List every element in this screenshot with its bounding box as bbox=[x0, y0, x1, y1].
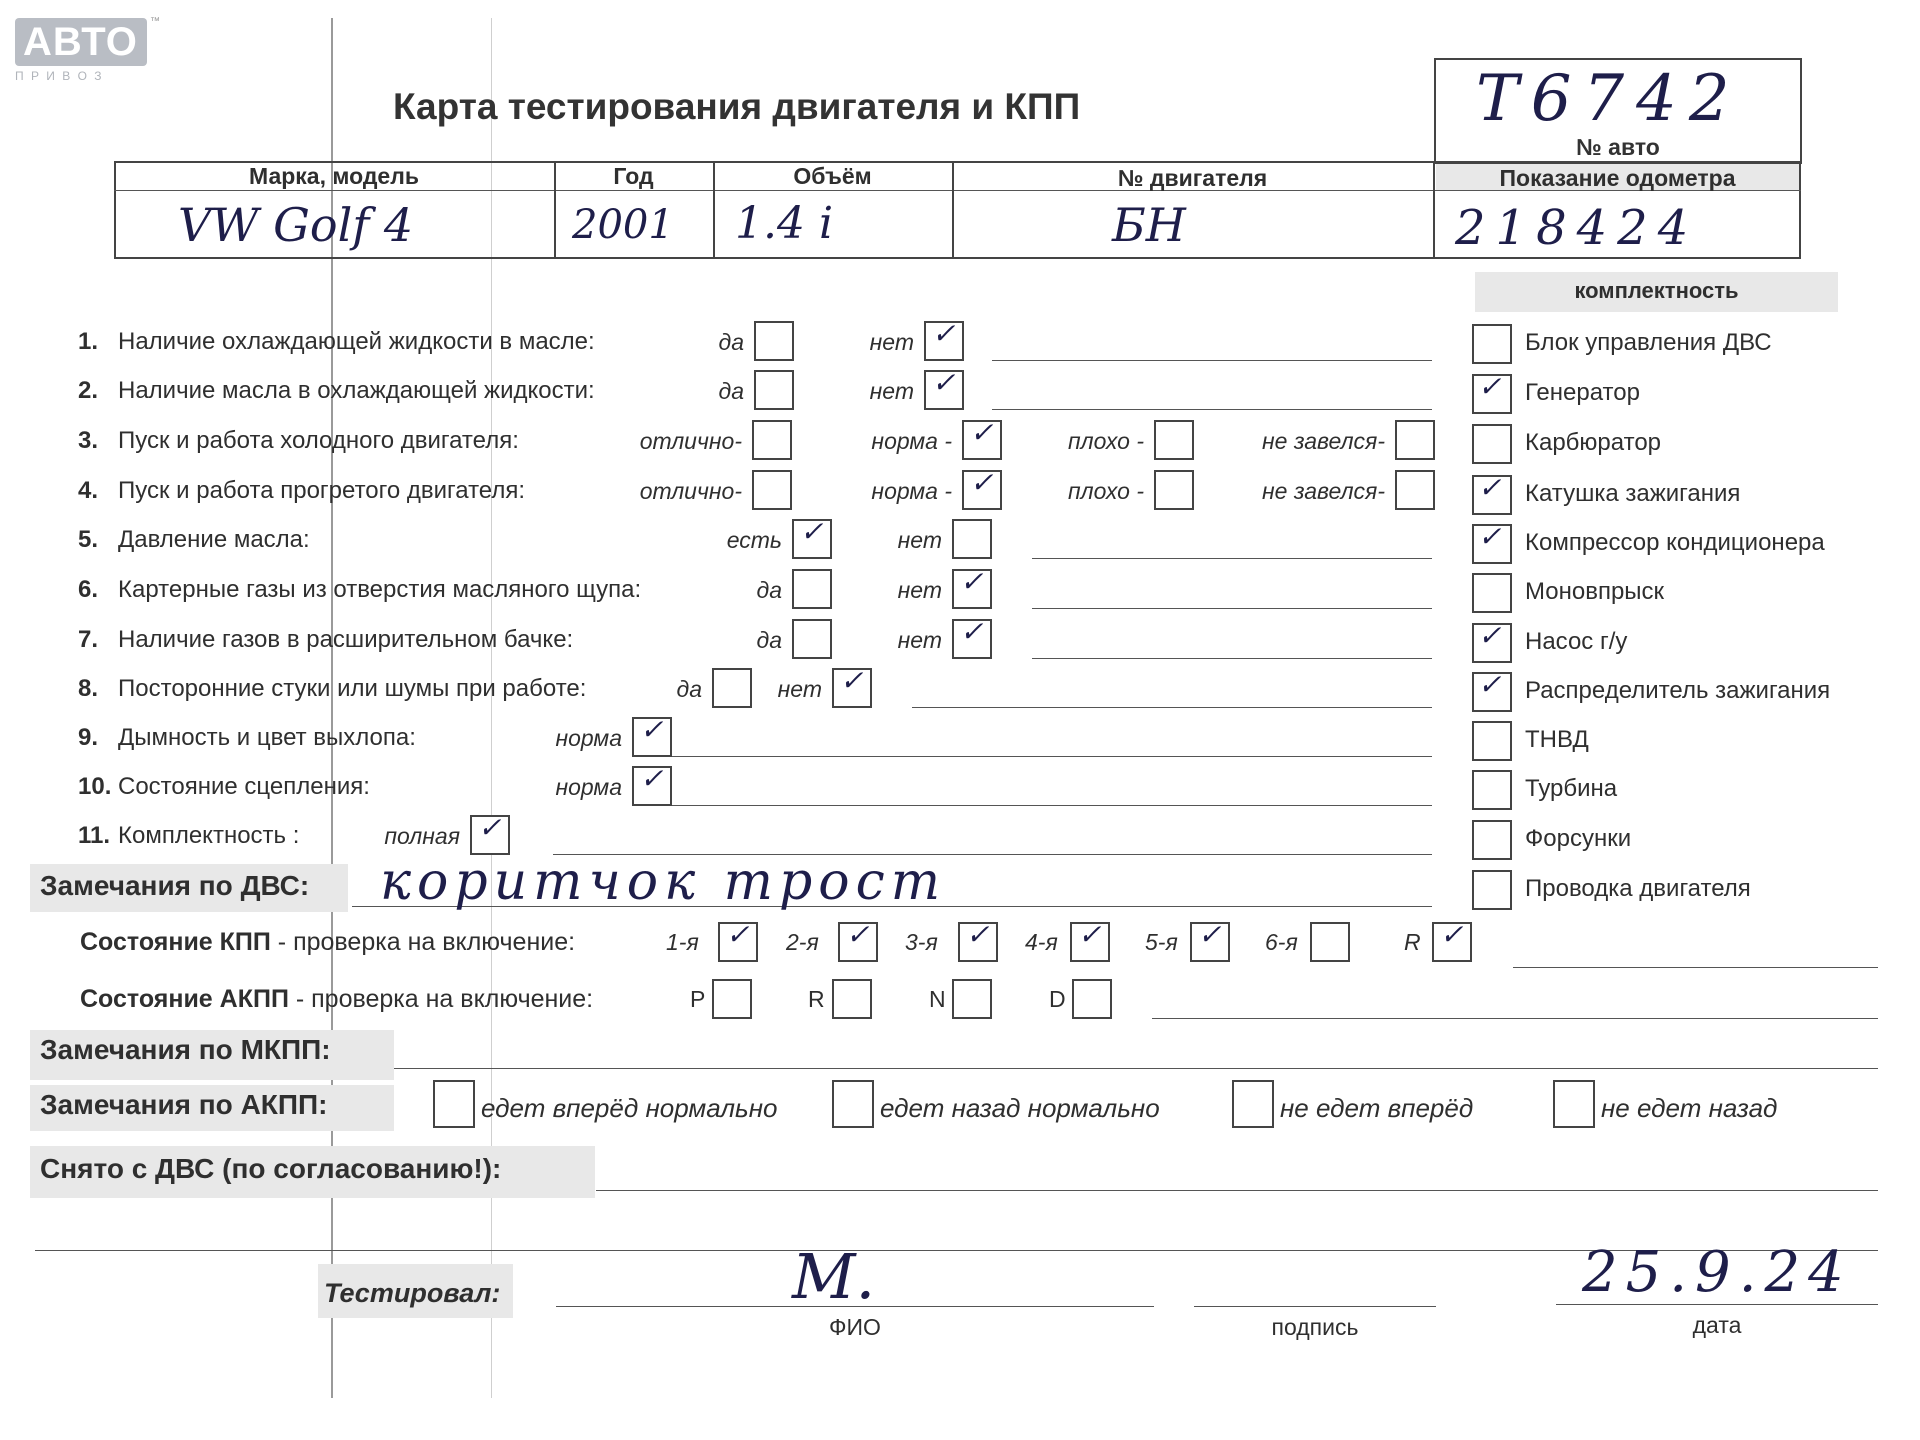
fio-label: ФИО bbox=[829, 1314, 881, 1340]
completeness-checkbox[interactable] bbox=[1472, 471, 1512, 515]
model-header: Марка, модель bbox=[249, 163, 419, 189]
question-number: 9. bbox=[78, 724, 99, 751]
option-label: плохо - bbox=[1068, 478, 1144, 504]
option-checkbox[interactable] bbox=[470, 811, 510, 855]
akpp-remark-label: едет назад нормально bbox=[880, 1093, 1160, 1123]
option-checkbox[interactable] bbox=[1154, 420, 1194, 460]
tested-by-label: Тестировал: bbox=[324, 1278, 501, 1308]
completeness-item-label: ТНВД bbox=[1525, 726, 1589, 753]
question-text: Состояние сцепления: bbox=[118, 773, 370, 800]
check-mark: ✓ bbox=[640, 713, 664, 746]
option-checkbox[interactable] bbox=[924, 317, 964, 361]
engine-number-value: БН bbox=[1112, 198, 1186, 252]
question-text: Посторонние стуки или шумы при работе: bbox=[118, 675, 587, 702]
akpp-label bbox=[80, 985, 593, 1014]
akpp-remark-checkbox[interactable] bbox=[832, 1080, 874, 1128]
question-text: Наличие охлаждающей жидкости в масле: bbox=[118, 328, 595, 355]
option-label: норма bbox=[555, 725, 622, 751]
question-number: 4. bbox=[78, 477, 99, 504]
completeness-checkbox[interactable] bbox=[1472, 820, 1512, 860]
option-checkbox[interactable] bbox=[952, 519, 992, 559]
akpp-line bbox=[1152, 1018, 1878, 1019]
completeness-item-label: Насос г/у bbox=[1525, 628, 1628, 655]
gear-checkbox[interactable] bbox=[718, 918, 758, 962]
engine-remarks-label: Замечания по ДВС: bbox=[40, 870, 310, 901]
check-mark: ✓ bbox=[1440, 918, 1464, 951]
question-number: 7. bbox=[78, 626, 99, 653]
check-mark: ✓ bbox=[640, 762, 664, 795]
completeness-checkbox[interactable] bbox=[1472, 573, 1512, 613]
gear-checkbox[interactable] bbox=[1070, 918, 1110, 962]
gear-label: 4-я bbox=[1025, 929, 1058, 955]
gear-checkbox[interactable] bbox=[1310, 922, 1350, 962]
question-number: 11. bbox=[78, 822, 111, 849]
check-mark: ✓ bbox=[1478, 668, 1502, 701]
check-mark: ✓ bbox=[966, 918, 990, 951]
check-mark: ✓ bbox=[726, 918, 750, 951]
removed-label-text: Снято с ДВС (по согласованию!): bbox=[40, 1153, 502, 1184]
check-mark: ✓ bbox=[1478, 370, 1502, 403]
option-label: плохо - bbox=[1068, 428, 1144, 454]
option-label: да bbox=[756, 577, 782, 603]
answer-line bbox=[992, 360, 1432, 361]
question-number: 3. bbox=[78, 427, 99, 454]
car-number-value: T6742 bbox=[1476, 62, 1742, 136]
signature-line bbox=[1194, 1306, 1436, 1307]
logo bbox=[15, 18, 147, 66]
option-checkbox[interactable] bbox=[792, 515, 832, 559]
option-checkbox[interactable] bbox=[1395, 470, 1435, 510]
logo-subtitle: П Р И В О З bbox=[15, 69, 104, 83]
check-mark: ✓ bbox=[970, 416, 994, 449]
question-number: 1. bbox=[78, 328, 99, 355]
check-mark: ✓ bbox=[932, 366, 956, 399]
completeness-checkbox[interactable] bbox=[1472, 721, 1512, 761]
answer-line bbox=[1032, 658, 1432, 659]
volume-header: Объём bbox=[793, 163, 872, 189]
completeness-item-label: Турбина bbox=[1525, 775, 1618, 802]
option-label: отлично- bbox=[639, 428, 742, 454]
check-mark: ✓ bbox=[960, 615, 984, 648]
date-value: 25.9.24 bbox=[1582, 1240, 1852, 1305]
kpp-line bbox=[1513, 967, 1878, 968]
akpp-remark-label: едет вперёд нормально bbox=[481, 1093, 778, 1123]
option-checkbox[interactable] bbox=[754, 321, 794, 361]
completeness-checkbox[interactable] bbox=[1472, 324, 1512, 364]
mkpp-remarks-label: Замечания по МКПП: bbox=[40, 1034, 331, 1065]
check-mark: ✓ bbox=[932, 317, 956, 350]
check-mark: ✓ bbox=[840, 664, 864, 697]
mode-checkbox[interactable] bbox=[952, 979, 992, 1019]
answer-line bbox=[672, 756, 1432, 757]
date-label: дата bbox=[1692, 1312, 1742, 1338]
option-label: нет bbox=[897, 627, 942, 653]
question-text: Наличие газов в расширительном бачке: bbox=[118, 626, 574, 653]
question-text: Картерные газы из отверстия масляного щупа: bbox=[118, 576, 642, 603]
gear-label: 1-я bbox=[666, 929, 699, 955]
option-label: да bbox=[756, 627, 782, 653]
question-number: 2. bbox=[78, 377, 99, 404]
akpp-remark-label: не едет вперёд bbox=[1280, 1093, 1474, 1123]
logo-text: АВТО bbox=[23, 20, 138, 64]
gear-label: 6-я bbox=[1265, 929, 1298, 955]
completeness-checkbox[interactable] bbox=[1472, 668, 1512, 712]
option-label: да bbox=[718, 329, 744, 355]
removed-line bbox=[596, 1190, 1878, 1191]
answer-line bbox=[1032, 608, 1432, 609]
mode-label: R bbox=[808, 986, 825, 1012]
option-checkbox[interactable] bbox=[962, 466, 1002, 510]
question-number: 10. bbox=[78, 773, 112, 800]
completeness-item-label: Карбюратор bbox=[1525, 429, 1662, 456]
option-checkbox[interactable] bbox=[952, 565, 992, 609]
akpp-label-rest: - проверка на включение: bbox=[288, 985, 594, 1013]
option-checkbox[interactable] bbox=[952, 615, 992, 659]
signature-label: подпись bbox=[1271, 1314, 1359, 1340]
completeness-title: комплектность bbox=[1574, 278, 1739, 303]
gear-checkbox[interactable] bbox=[958, 918, 998, 962]
completeness-item-label: Моновпрыск bbox=[1525, 578, 1665, 605]
completeness-item-label: Генератор bbox=[1525, 379, 1640, 406]
option-checkbox[interactable] bbox=[752, 470, 792, 510]
completeness-checkbox[interactable] bbox=[1472, 770, 1512, 810]
check-mark: ✓ bbox=[1198, 918, 1222, 951]
check-mark: ✓ bbox=[1078, 918, 1102, 951]
option-checkbox[interactable] bbox=[962, 416, 1002, 460]
option-label: нет bbox=[869, 378, 914, 404]
akpp-remark-checkbox[interactable] bbox=[1553, 1080, 1595, 1128]
akpp-remark-label: не едет назад bbox=[1601, 1093, 1778, 1123]
engine-number-header: № двигателя bbox=[1117, 165, 1268, 191]
option-label: норма bbox=[555, 774, 622, 800]
logo-tm: ™ bbox=[150, 16, 160, 27]
akpp-remark-checkbox[interactable] bbox=[433, 1080, 475, 1128]
answer-line bbox=[1032, 558, 1432, 559]
year-value: 2001 bbox=[572, 202, 674, 248]
option-label: есть bbox=[726, 527, 782, 553]
gear-checkbox[interactable] bbox=[1432, 918, 1472, 962]
gear-label: 3-я bbox=[905, 929, 938, 955]
gear-label: R bbox=[1404, 929, 1421, 955]
completeness-item-label: Проводка двигателя bbox=[1525, 875, 1751, 902]
mkpp-remarks-line bbox=[394, 1068, 1878, 1069]
check-mark: ✓ bbox=[1478, 619, 1502, 652]
check-mark: ✓ bbox=[970, 466, 994, 499]
mode-label: P bbox=[690, 986, 706, 1012]
akpp-remarks-label: Замечания по АКПП: bbox=[40, 1089, 328, 1120]
completeness-item-label: Форсунки bbox=[1525, 825, 1632, 852]
option-checkbox[interactable] bbox=[632, 713, 672, 757]
completeness-checkbox[interactable] bbox=[1472, 370, 1512, 414]
question-text: Дымность и цвет выхлопа: bbox=[118, 724, 416, 751]
completeness-item-label: Катушка зажигания bbox=[1525, 480, 1741, 507]
option-checkbox[interactable] bbox=[1154, 470, 1194, 510]
completeness-checkbox[interactable] bbox=[1472, 619, 1512, 663]
gear-checkbox[interactable] bbox=[838, 918, 878, 962]
answer-line bbox=[672, 805, 1432, 806]
akpp-label-bold: Состояние АКПП bbox=[80, 985, 289, 1013]
answer-line bbox=[992, 409, 1432, 410]
option-label: полная bbox=[384, 823, 460, 849]
check-mark: ✓ bbox=[1478, 471, 1502, 504]
option-label: норма - bbox=[871, 428, 952, 454]
option-checkbox[interactable] bbox=[792, 619, 832, 659]
question-number: 5. bbox=[78, 526, 99, 553]
odometer-header: Показание одометра bbox=[1499, 165, 1736, 191]
check-mark: ✓ bbox=[846, 918, 870, 951]
fio-value: М. bbox=[792, 1240, 876, 1313]
question-text: Наличие масла в охлаждающей жидкости: bbox=[118, 377, 595, 404]
gear-checkbox[interactable] bbox=[1190, 918, 1230, 962]
completeness-item-label: Распределитель зажигания bbox=[1525, 677, 1831, 704]
option-checkbox[interactable] bbox=[712, 668, 752, 708]
option-checkbox[interactable] bbox=[924, 366, 964, 410]
question-number: 8. bbox=[78, 675, 99, 702]
car-number-label: № авто bbox=[1576, 134, 1660, 160]
odometer-value: 218424 bbox=[1455, 200, 1699, 256]
gear-label: 5-я bbox=[1145, 929, 1178, 955]
question-text: Давление масла: bbox=[118, 526, 310, 553]
option-label: не завелся- bbox=[1261, 478, 1385, 504]
year-header: Год bbox=[613, 163, 654, 189]
option-label: отлично- bbox=[639, 478, 742, 504]
option-checkbox[interactable] bbox=[832, 664, 872, 708]
mode-label: D bbox=[1049, 986, 1066, 1012]
volume-value: 1.4 i bbox=[735, 198, 834, 249]
answer-line bbox=[912, 707, 1432, 708]
question-text: Пуск и работа холодного двигателя: bbox=[118, 427, 519, 454]
question-text: Комплектность : bbox=[118, 822, 300, 849]
completeness-checkbox[interactable] bbox=[1472, 424, 1512, 464]
engine-remarks-value: коритчок трост bbox=[380, 852, 947, 912]
option-checkbox[interactable] bbox=[752, 420, 792, 460]
mode-checkbox[interactable] bbox=[712, 979, 752, 1019]
completeness-item-label: Компрессор кондиционера bbox=[1525, 529, 1825, 556]
page-title: Карта тестирования двигателя и КПП bbox=[393, 86, 1081, 127]
model-value: VW Golf 4 bbox=[178, 198, 414, 252]
completeness-checkbox[interactable] bbox=[1472, 520, 1512, 564]
option-label: нет bbox=[777, 676, 822, 702]
kpp-label-rest: - проверка на включение: bbox=[270, 928, 576, 956]
kpp-label bbox=[80, 928, 575, 957]
check-mark: ✓ bbox=[478, 811, 502, 844]
check-mark: ✓ bbox=[960, 565, 984, 598]
option-label: нет bbox=[897, 577, 942, 603]
option-label: норма - bbox=[871, 478, 952, 504]
mode-checkbox[interactable] bbox=[1072, 979, 1112, 1019]
check-mark: ✓ bbox=[1478, 520, 1502, 553]
completeness-item-label: Блок управления ДВС bbox=[1525, 329, 1772, 356]
question-text: Пуск и работа прогретого двигателя: bbox=[118, 477, 526, 504]
option-checkbox[interactable] bbox=[792, 569, 832, 609]
completeness-checkbox[interactable] bbox=[1472, 870, 1512, 910]
check-mark: ✓ bbox=[800, 515, 824, 548]
gear-label: 2-я bbox=[786, 929, 819, 955]
mode-label: N bbox=[929, 986, 946, 1012]
option-label: нет bbox=[869, 329, 914, 355]
akpp-remark-checkbox[interactable] bbox=[1232, 1080, 1274, 1128]
question-number: 6. bbox=[78, 576, 99, 603]
option-label: да bbox=[676, 676, 702, 702]
mode-checkbox[interactable] bbox=[832, 979, 872, 1019]
option-label: не завелся- bbox=[1261, 428, 1385, 454]
option-label: да bbox=[718, 378, 744, 404]
kpp-label-bold: Состояние КПП bbox=[80, 928, 271, 956]
removed-label bbox=[40, 1153, 501, 1185]
option-checkbox[interactable] bbox=[754, 370, 794, 410]
option-label: нет bbox=[897, 527, 942, 553]
option-checkbox[interactable] bbox=[632, 762, 672, 806]
option-checkbox[interactable] bbox=[1395, 420, 1435, 460]
